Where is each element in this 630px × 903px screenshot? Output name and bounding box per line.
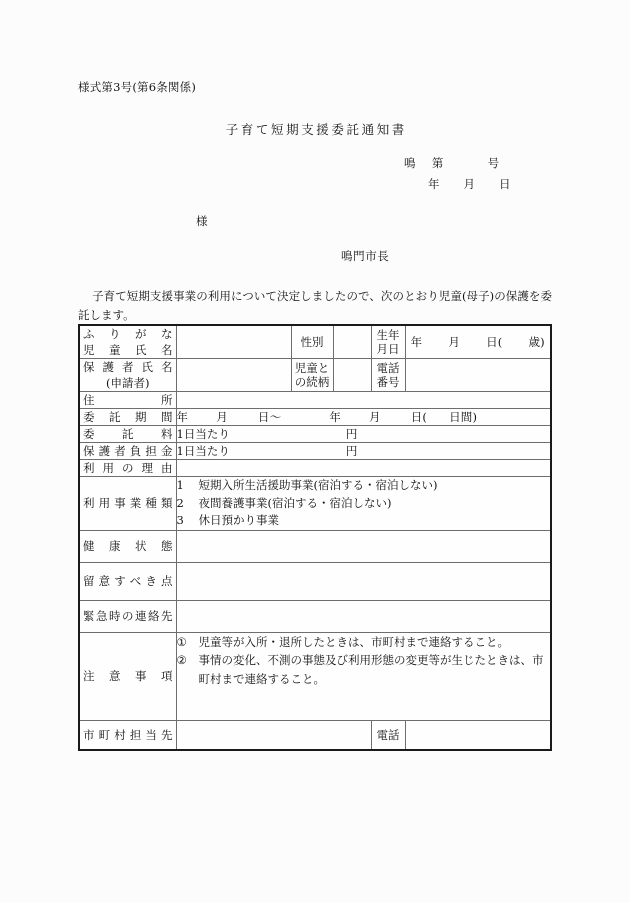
label-guardian-fee-text: 保護者負担金 <box>83 444 173 458</box>
addressee-line: 様 <box>196 214 208 228</box>
period-year1: 年 <box>176 410 189 424</box>
label-notes <box>79 632 176 720</box>
label-attention-points-text: 留意すべき点 <box>83 574 173 588</box>
table-row-emergency-contact <box>79 600 551 632</box>
field-municipality[interactable] <box>176 720 371 750</box>
form-number: 様式第3号(第6条関係) <box>78 80 197 94</box>
period-day2: 日( <box>410 410 428 424</box>
period-month2: 月 <box>369 410 381 424</box>
date-month: 月 <box>463 177 475 191</box>
table-row-fee <box>79 426 551 443</box>
label-address-text: 住所 <box>83 393 173 407</box>
label-phone-line2: 番号 <box>376 375 400 389</box>
field-address[interactable] <box>176 392 551 409</box>
table-row-address <box>79 392 551 409</box>
note-text-2: 事情の変化、不測の事態及び利用形態の変更等が生じたときは、市町村まで連絡すること。 <box>198 653 544 686</box>
note-item-1 <box>177 633 551 652</box>
label-child-name-furigana: ふりがな <box>83 327 173 341</box>
label-reason <box>79 460 176 477</box>
label-municipality-text: 市町村担当先 <box>83 727 173 742</box>
label-service-type-text: 利用事業種類 <box>83 496 173 511</box>
field-reason[interactable] <box>176 460 551 477</box>
label-period <box>79 409 176 426</box>
label-address <box>79 392 176 409</box>
fee-per-day-label: 1日当たり <box>176 427 230 441</box>
field-service-type[interactable] <box>176 477 551 531</box>
issuer-name: 鳴門市長 <box>341 249 390 263</box>
label-fee-text: 委託料 <box>83 427 173 441</box>
document-number-prefix: 鳴 <box>404 156 416 170</box>
label-health <box>79 530 176 562</box>
fee-unit: 円 <box>345 427 358 441</box>
field-fee[interactable] <box>176 426 551 443</box>
field-relation[interactable] <box>333 359 371 392</box>
field-guardian-fee[interactable] <box>176 443 551 460</box>
field-gender[interactable] <box>333 325 371 359</box>
table-row-period <box>79 409 551 426</box>
table-row-guardian-fee <box>79 443 551 460</box>
document-number-suffix: 号 <box>487 156 500 170</box>
field-child-name[interactable] <box>176 325 291 359</box>
label-guardian-name-line1: 保護者氏名 <box>83 360 173 374</box>
table-row-reason <box>79 460 551 477</box>
period-days-count: 日間) <box>449 410 478 424</box>
label-guardian-name <box>79 359 176 392</box>
label-emergency-contact <box>79 600 176 632</box>
field-period[interactable] <box>176 409 551 426</box>
notification-form-table <box>78 324 552 751</box>
label-birthdate <box>371 325 405 359</box>
document-number-line <box>404 155 499 171</box>
birth-month: 月 <box>448 335 461 349</box>
document-date-line <box>428 176 511 192</box>
date-year: 年 <box>428 177 440 191</box>
birth-age: 歳) <box>528 335 545 349</box>
guardian-fee-unit: 円 <box>345 444 358 458</box>
label-phone <box>371 359 405 392</box>
label-municipality-phone: 電話 <box>371 720 405 750</box>
page-title: 子育て短期支援委託通知書 <box>225 122 407 137</box>
label-gender: 性別 <box>291 325 333 359</box>
service-type-text-3: 休日預かり事業 <box>198 513 279 527</box>
note-mark-1: ① <box>176 634 187 649</box>
birth-year: 年 <box>410 335 423 349</box>
label-birthdate-line1: 生年 <box>376 327 400 342</box>
label-fee <box>79 426 176 443</box>
field-guardian-name[interactable] <box>176 359 291 392</box>
table-row-service-type <box>79 477 551 531</box>
service-type-num-3: 3 <box>176 513 184 527</box>
service-type-num-2: 2 <box>176 495 184 510</box>
label-health-text: 健康状態 <box>83 539 173 553</box>
service-type-num-1: 1 <box>176 478 184 492</box>
label-relation-line2: の続柄 <box>294 375 330 389</box>
label-phone-line1: 電話 <box>376 360 400 375</box>
date-day: 日 <box>499 177 511 191</box>
body-paragraph-text: 子育て短期支援事業の利用について決定しましたので、次のとおり児童(母子)の保護を委託します。 <box>78 289 552 322</box>
table-row-notes <box>79 632 551 720</box>
label-service-type <box>79 477 176 531</box>
field-emergency-contact[interactable] <box>176 600 551 632</box>
body-paragraph <box>78 287 552 325</box>
label-notes-text: 注意事項 <box>83 669 173 683</box>
field-municipality-phone[interactable] <box>405 720 551 750</box>
service-type-option-3[interactable] <box>177 512 551 530</box>
note-mark-2: ② <box>176 653 187 667</box>
label-child-name-kanji: 児童氏名 <box>83 343 173 357</box>
label-municipality <box>79 720 176 750</box>
period-year2: 年 <box>329 410 342 424</box>
service-type-option-2[interactable] <box>177 495 551 513</box>
period-day1: 日〜 <box>257 410 282 424</box>
field-phone[interactable] <box>405 359 551 392</box>
document-number-dai: 第 <box>431 156 444 170</box>
table-row-attention-points <box>79 562 551 600</box>
service-type-text-1: 短期入所生活援助事業(宿泊する・宿泊しない) <box>198 478 438 492</box>
table-row-municipality <box>79 720 551 750</box>
note-text-1: 児童等が入所・退所したときは、市町村まで連絡すること。 <box>198 634 509 649</box>
table-row-health <box>79 530 551 562</box>
service-type-text-2: 夜間養護事業(宿泊する・宿泊しない) <box>198 495 392 510</box>
note-item-2 <box>177 651 551 688</box>
field-attention-points[interactable] <box>176 562 551 600</box>
label-relation <box>291 359 333 392</box>
field-health[interactable] <box>176 530 551 562</box>
label-relation-line1: 児童と <box>294 360 330 375</box>
field-notes <box>176 632 551 720</box>
service-type-option-1[interactable] <box>177 477 551 495</box>
label-birthdate-line2: 月日 <box>376 342 400 356</box>
field-birthdate[interactable] <box>405 325 551 359</box>
label-guardian-name-line2: (申請者) <box>106 376 150 390</box>
label-attention-points <box>79 562 176 600</box>
period-month1: 月 <box>216 410 228 424</box>
label-reason-text: 利用の理由 <box>83 461 173 475</box>
label-emergency-contact-text: 緊急時の連絡先 <box>83 609 173 623</box>
label-period-text: 委託期間 <box>83 410 173 424</box>
guardian-fee-per-day-label: 1日当たり <box>176 444 230 458</box>
label-guardian-fee <box>79 443 176 460</box>
label-child-name <box>79 325 176 359</box>
table-row-guardian <box>79 359 551 392</box>
birth-day: 日( <box>486 335 503 349</box>
table-row-child-name <box>79 325 551 359</box>
